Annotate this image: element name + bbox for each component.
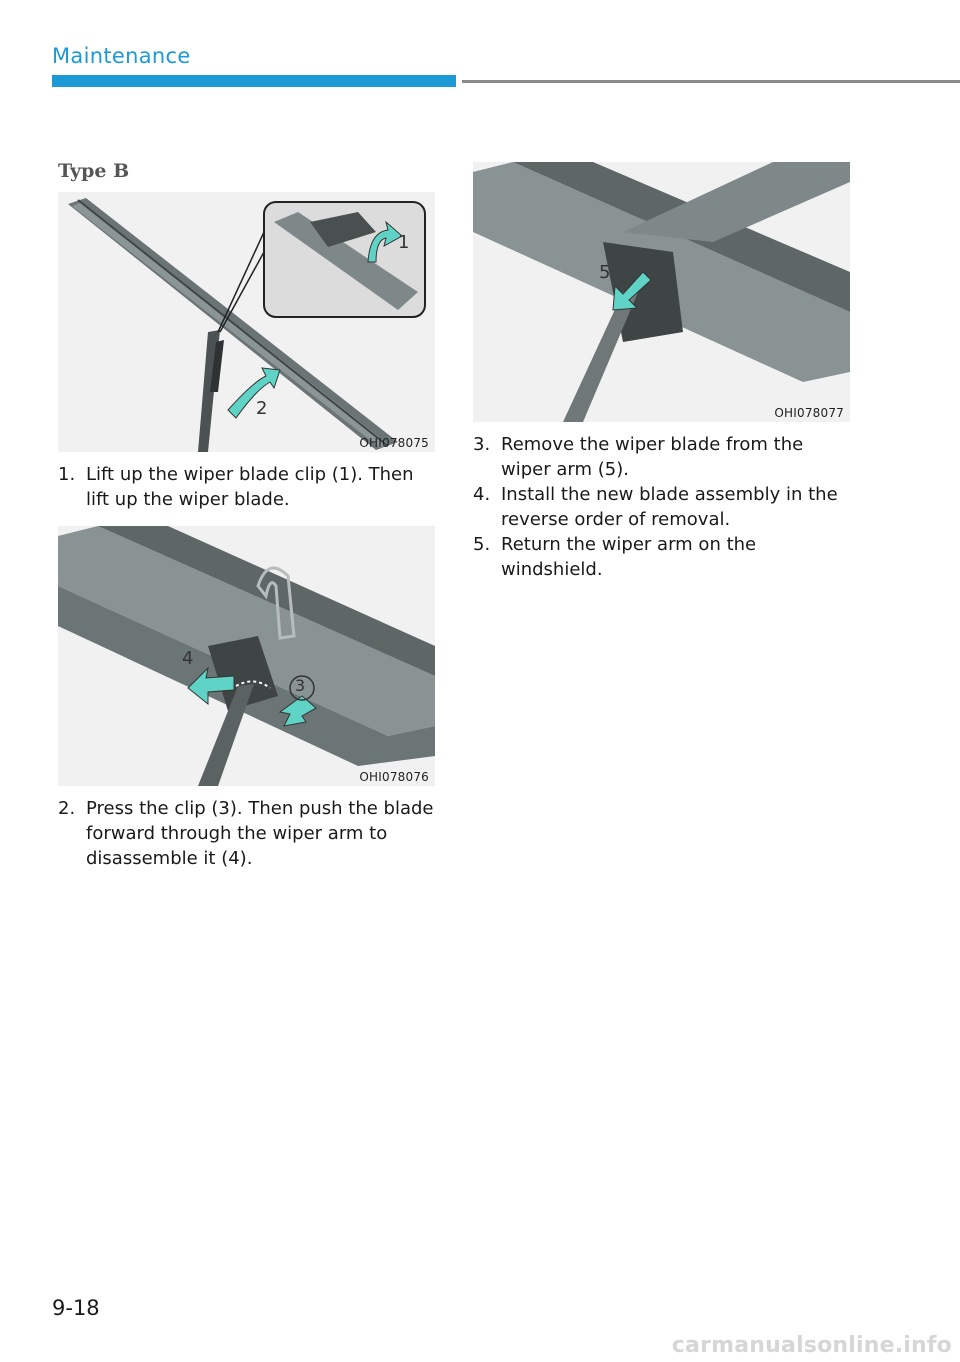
- step-text: Remove the wiper blade from the wiper arm (5).: [501, 434, 804, 480]
- type-heading: Type B: [58, 160, 130, 182]
- step-number: 1.: [58, 464, 76, 485]
- header-rule-accent: [52, 75, 456, 87]
- header-rule: [462, 80, 960, 83]
- step-1: [58, 462, 438, 514]
- figure-wiper-clip: [58, 192, 435, 452]
- page-number: 9-18: [52, 1296, 100, 1320]
- callout-2: 2: [256, 398, 268, 419]
- step-text: Return the wiper arm on the windshield.: [501, 534, 757, 580]
- step-number: 5.: [473, 534, 491, 555]
- wiper-clip-illustration: [58, 192, 435, 452]
- remove-blade-illustration: [473, 162, 850, 422]
- figure-remove-blade: [473, 162, 850, 422]
- step-4: [473, 482, 853, 534]
- step-3: [473, 432, 853, 484]
- callout-4: 4: [182, 648, 194, 669]
- step-text: Press the clip (3). Then push the blade forward through the wiper arm to disassemble it (4).: [86, 798, 434, 869]
- figure-code: OHI078077: [774, 406, 844, 420]
- step-2: [58, 796, 438, 874]
- section-title: Maintenance: [52, 44, 191, 68]
- figure-press-clip: [58, 526, 435, 786]
- step-text: Lift up the wiper blade clip (1). Then lift up the wiper blade.: [86, 464, 414, 510]
- figure-code: OHI078076: [359, 770, 429, 784]
- callout-5: 5: [599, 262, 611, 283]
- callout-1: 1: [398, 232, 410, 253]
- step-text: Install the new blade assembly in the reverse order of removal.: [501, 484, 838, 530]
- figure-code: OHI078075: [359, 436, 429, 450]
- step-5: [473, 532, 853, 584]
- step-number: 3.: [473, 434, 491, 455]
- step-number: 4.: [473, 484, 491, 505]
- press-clip-illustration: [58, 526, 435, 786]
- step-number: 2.: [58, 798, 76, 819]
- watermark: carmanualsonline.info: [671, 1333, 952, 1358]
- callout-3: 3: [295, 676, 306, 695]
